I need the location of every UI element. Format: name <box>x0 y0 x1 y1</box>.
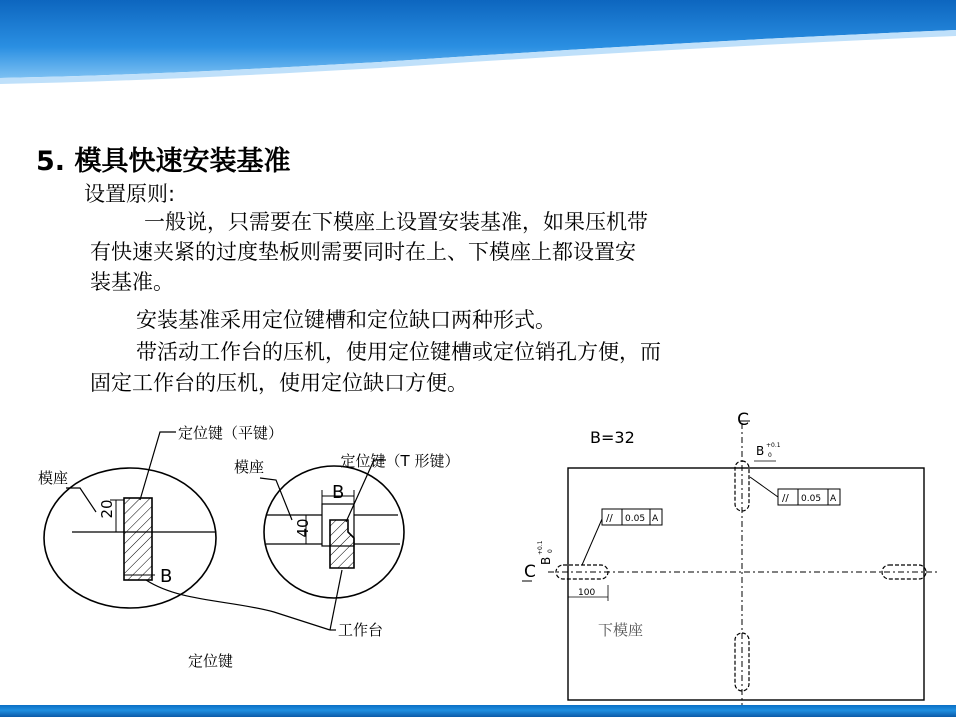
fcf-2-value: 0.05 <box>625 514 646 524</box>
key-cross-section-diagram <box>30 420 460 690</box>
paragraph-line-1: 一般说，只需要在下模座上设置安装基准，如果压机带 <box>144 210 648 234</box>
dim-20: 20 <box>98 499 116 519</box>
slide-title: 5. 模具快速安装基准 <box>36 146 291 177</box>
dim-100: 100 <box>578 588 596 598</box>
label-key-t: 定位键（T 形键） <box>340 452 460 470</box>
label-key-caption: 定位键 <box>188 652 234 670</box>
tol-left-sup: +0.1 <box>537 540 544 555</box>
label-lower-mold-base: 下模座 <box>598 621 644 639</box>
paragraph-line-5: 带活动工作台的压机，使用定位键槽或定位销孔方便，而 <box>136 340 661 364</box>
mold-base-outline <box>568 468 924 700</box>
label-mold-base-2: 模座 <box>234 458 265 476</box>
fcf-1-datum: A <box>830 494 837 504</box>
label-worktable: 工作台 <box>338 621 384 639</box>
dim-b-flat: B <box>160 566 173 587</box>
paragraph-line-3: 装基准。 <box>90 270 174 294</box>
label-mold-base-1: 模座 <box>38 469 69 487</box>
centerline-top: C <box>737 410 749 430</box>
dim-40: 40 <box>294 518 312 538</box>
tol-top-sup: +0.1 <box>766 442 781 449</box>
fcf-2-datum: A <box>652 514 659 524</box>
tol-left-sub: 0 <box>547 549 554 553</box>
b-value: B=32 <box>590 428 635 447</box>
fcf-1-value: 0.05 <box>801 494 822 504</box>
flat-key <box>124 498 152 580</box>
dim-b-t: B <box>332 482 345 503</box>
paragraph-line-6: 固定工作台的压机，使用定位缺口方便。 <box>90 371 468 395</box>
tol-top-sub: 0 <box>768 452 772 459</box>
paragraph-line-2: 有快速夹紧的过度垫板则需要同时在上、下模座上都设置安 <box>90 240 636 264</box>
tol-top: B <box>756 444 765 458</box>
centerline-left: C <box>524 562 536 582</box>
tol-left: B <box>539 556 553 565</box>
bottom-bar <box>0 705 956 717</box>
label-key-flat: 定位键（平键） <box>178 424 284 442</box>
top-banner <box>0 0 956 92</box>
fcf-1-symbol: // <box>782 493 789 504</box>
lower-mold-base-plan <box>510 405 956 705</box>
subheading: 设置原则: <box>84 182 176 206</box>
paragraph-line-4: 安装基准采用定位键槽和定位缺口两种形式。 <box>136 308 556 332</box>
fcf-2-symbol: // <box>606 513 613 524</box>
